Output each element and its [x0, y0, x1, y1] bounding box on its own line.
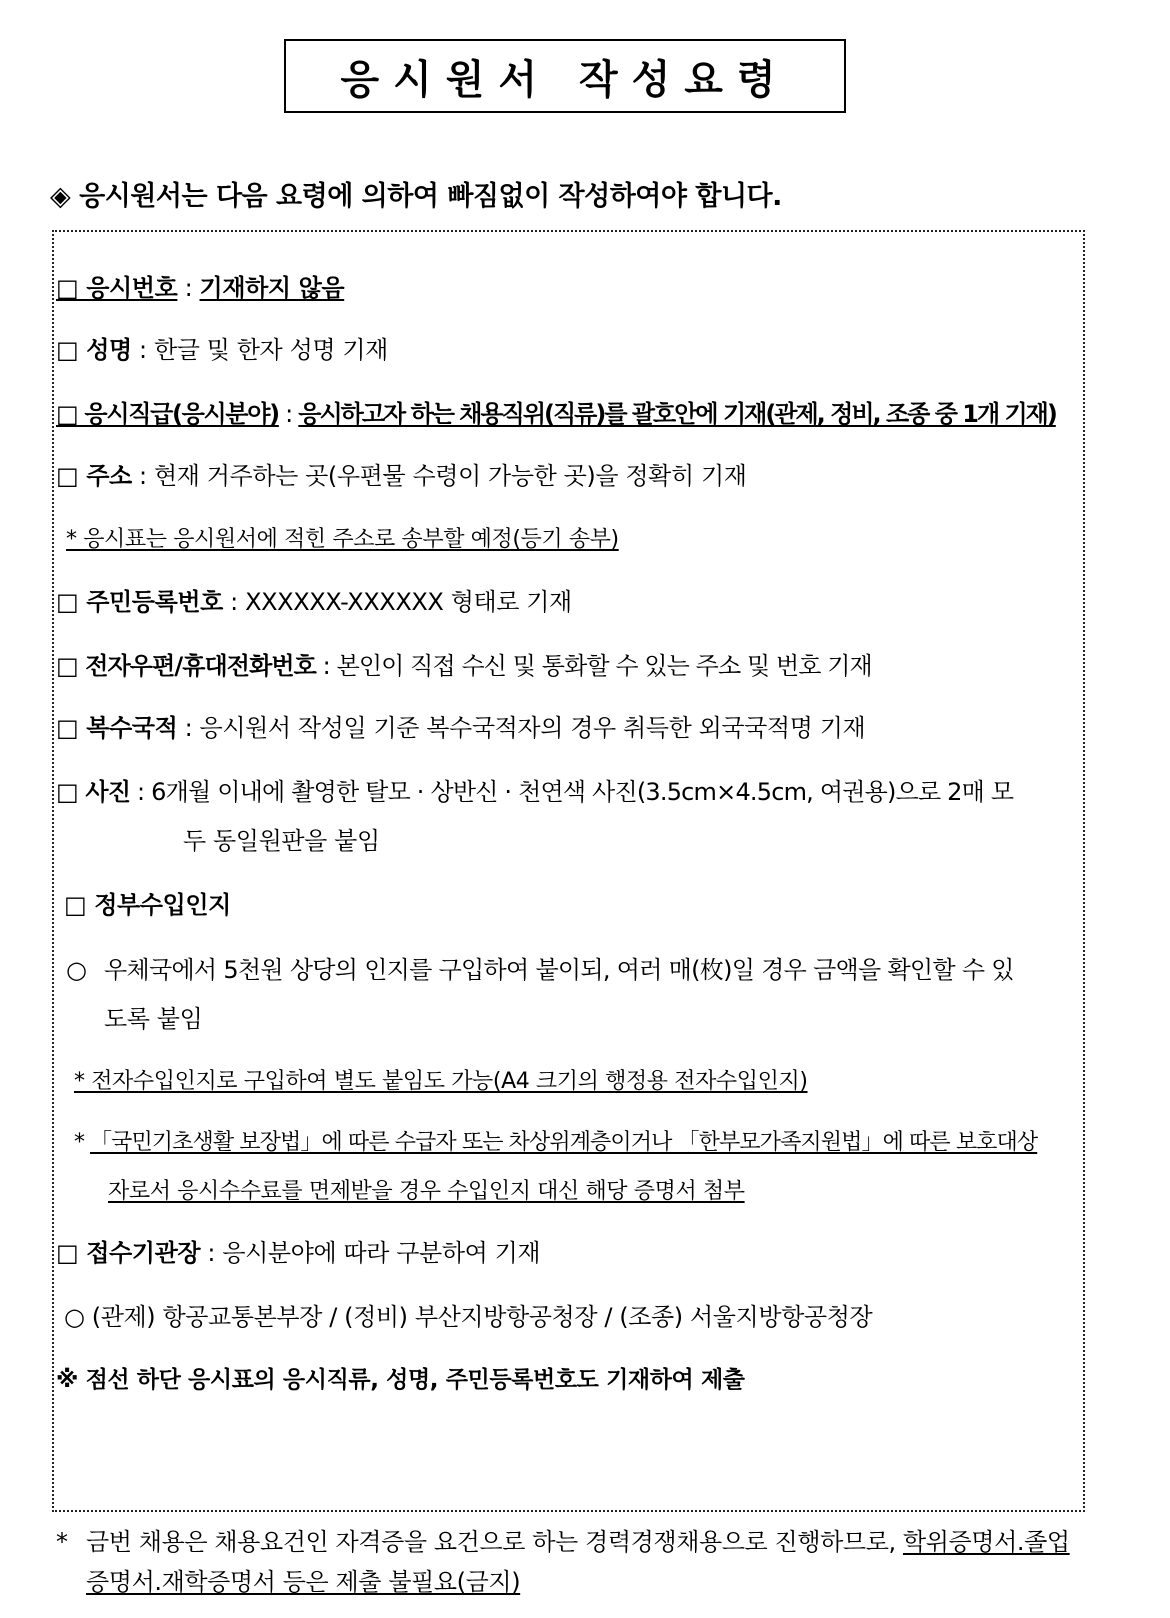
stamp-description: 우체국에서 5천원 상당의 인지를 구입하여 붙이되, 여러 매(枚)일 경우 금액을 확인할 수 있 [104, 956, 1014, 984]
item-label: □ 응시직급(응시분야) [56, 400, 279, 428]
item-text: 응시원서 작성일 기준 복수국적자의 경우 취득한 외국국적명 기재 [199, 714, 866, 742]
item-name: □ 성명 : 한글 및 한자 성명 기재 [56, 336, 388, 364]
item-receiver: □ 접수기관장 : 응시분야에 따라 구분하여 기재 [56, 1239, 541, 1267]
item-label: □ 접수기관장 [56, 1239, 201, 1267]
item-label: □ 전자우편/휴대전화번호 [56, 652, 316, 680]
item-label: □ 응시번호 [56, 274, 178, 302]
stamp-bullet: ○ [66, 956, 87, 984]
item-label: □ 주민등록번호 [56, 588, 223, 616]
receiver-list: ○ (관제) 항공교통본부장 / (정비) 부산지방항공청장 / (조종) 서울지방항공청장 [64, 1303, 873, 1331]
item-text: 응시분야에 따라 구분하여 기재 [222, 1239, 541, 1267]
footnote [56, 1522, 1086, 1602]
item-text: 한글 및 한자 성명 기재 [153, 336, 388, 364]
item-text: 6개월 이내에 촬영한 탈모 · 상반신 · 천연색 사진(3.5cm×4.5cm, 여권용)으로 2매 모 [151, 778, 1014, 806]
item-contact: □ 전자우편/휴대전화번호 : 본인이 직접 수신 및 통화할 수 있는 주소 및 번호 기재 [56, 652, 872, 680]
item-resident-number: □ 주민등록번호 : XXXXXX-XXXXXX 형태로 기재 [56, 588, 572, 616]
item-label: □ 사진 [56, 778, 131, 806]
submission-notice: ※ 점선 하단 응시표의 응시직류, 성명, 주민등록번호도 기재하여 제출 [56, 1367, 745, 1393]
stamp-description-continued: 도록 붙임 [104, 1005, 203, 1033]
page-title: 응시원서 작성요령 [340, 56, 790, 103]
title-box [284, 39, 846, 113]
item-text: 현재 거주하는 곳(우편물 수령이 가능한 곳)을 정확히 기재 [153, 462, 747, 490]
item-exam-number: □ 응시번호 : 기재하지 않음 [56, 274, 345, 302]
stamp-note-star: * [74, 1130, 85, 1155]
footnote-text: 금번 채용은 채용요건인 자격증을 요건으로 하는 경력경쟁채용으로 진행하므로, [86, 1528, 903, 1556]
footnote-underlined: 학위증명서.졸업증명서.재학증명서 등은 제출 불필요(금지) [86, 1528, 1070, 1596]
stamp-note-exemption: 「국민기초생활 보장법」에 따른 수급자 또는 차상위계층이거나 「한부모가족지원법」에 따른 보호대상 [90, 1130, 1038, 1155]
item-label: □ 복수국적 [56, 714, 178, 742]
item-text: 응시하고자 하는 채용직위(직류)를 괄호안에 기재(관제, 정비, 조종 중 1개 기재) [298, 400, 1056, 428]
item-photo: □ 사진 : 6개월 이내에 촬영한 탈모 · 상반신 · 천연색 사진(3.5cm×4.5cm, 여권용)으로 2매 모 [56, 778, 1014, 806]
item-label: □ 주소 [56, 462, 132, 490]
stamp-note-electronic: * 전자수입인지로 구입하여 별도 붙임도 가능(A4 크기의 행정용 전자수입인지) [74, 1069, 808, 1094]
stamp-note-exemption-continued: 자로서 응시수수료를 면제받을 경우 수입인지 대신 해당 증명서 첨부 [108, 1179, 745, 1204]
item-label: □ 성명 [56, 336, 132, 364]
item-field: □ 응시직급(응시분야) : 응시하고자 하는 채용직위(직류)를 괄호안에 기재(관제, 정비, 조종 중 1개 기재) [56, 400, 1056, 428]
item-text: 기재하지 않음 [199, 274, 345, 302]
item-address: □ 주소 : 현재 거주하는 곳(우편물 수령이 가능한 곳)을 정확히 기재 [56, 462, 747, 490]
item-text: 본인이 직접 수신 및 통화할 수 있는 주소 및 번호 기재 [336, 652, 872, 680]
item-text: XXXXXX-XXXXXX 형태로 기재 [245, 588, 572, 616]
item-stamp: □ 정부수입인지 [64, 891, 231, 919]
footnote-star: * [56, 1528, 68, 1556]
item-photo-continued: 두 동일원판을 붙임 [183, 827, 380, 855]
item-dual-nationality: □ 복수국적 : 응시원서 작성일 기준 복수국적자의 경우 취득한 외국국적명 기재 [56, 714, 866, 742]
address-note: * 응시표는 응시원서에 적힌 주소로 송부할 예정(등기 송부) [66, 527, 619, 552]
intro-heading: ◈ 응시원서는 다음 요령에 의하여 빠짐없이 작성하여야 합니다. [50, 181, 782, 212]
